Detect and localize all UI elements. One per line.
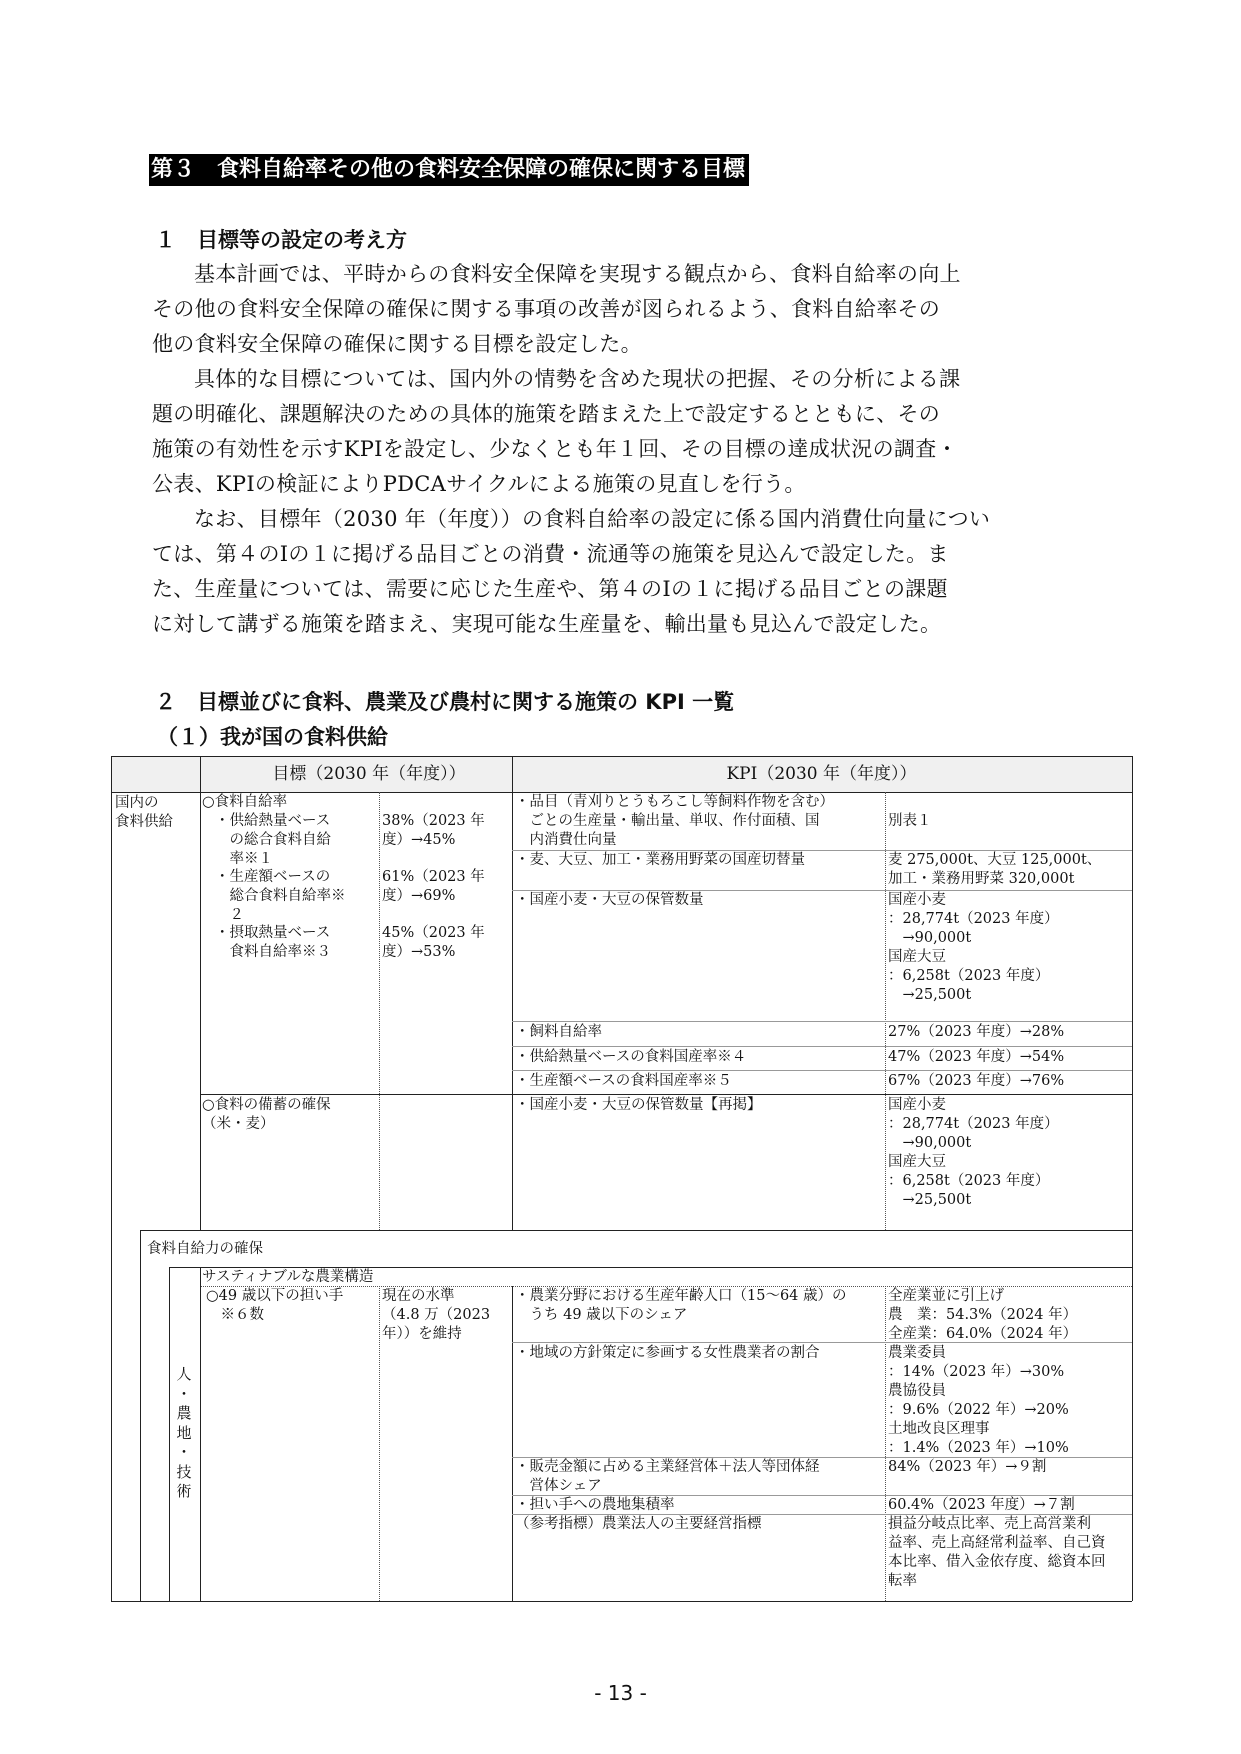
target-cell: 麦 275,000t、大豆 125,000t、 加工・業務用野菜 320,000t bbox=[888, 852, 1102, 887]
row-line bbox=[512, 1046, 1132, 1047]
section1-body bbox=[152, 257, 1103, 642]
goal-item-3: ・摂取熱量ベース 食料自給率※３ bbox=[215, 925, 331, 960]
kpi-cell: ・国産小麦・大豆の保管数量【再掲】 bbox=[515, 1097, 762, 1113]
target-cell: 67%（2023 年度）→76% bbox=[888, 1073, 1065, 1089]
target-cell: 全産業並に引上げ 農 業：54.3%（2024 年） 全産業：64.0%（2024 年） bbox=[888, 1288, 1078, 1342]
kpi-cell: （参考指標）農業法人の主要経営指標 bbox=[515, 1516, 762, 1532]
kpi-cell: ・地域の方針策定に参画する女性農業者の割合 bbox=[515, 1345, 820, 1361]
row-line bbox=[512, 1021, 1132, 1022]
goal-stockpile: ○食料の備蓄の確保 （米・麦） bbox=[202, 1097, 331, 1132]
row-line bbox=[512, 1070, 1132, 1071]
text-line: 具体的な目標については、国内外の情勢を含めた現状の把握、その分析による課 bbox=[194, 367, 961, 391]
header-goal: 目標（2030 年（年度）） bbox=[272, 764, 466, 784]
col-line bbox=[200, 1267, 201, 1601]
target-cell: 損益分岐点比率、売上高営業利 益率、売上高経常利益率、自己資 本比率、借入金依存度、総資本回 転率 bbox=[888, 1516, 1106, 1589]
text-line: ては、第４のⅠの１に掲げる品目ごとの消費・流通等の施策を見込んで設定した。ま bbox=[152, 542, 949, 566]
target-cell: 農業委員 ：14%（2023 年）→30% 農協役員 ：9.6%（2022 年）→20% 土地改良区理事 ：1.4%（2023 年）→10% bbox=[888, 1345, 1069, 1456]
kpi-cell: ・国産小麦・大豆の保管数量 bbox=[515, 892, 704, 908]
goal-self-sufficiency: ○食料自給率 bbox=[202, 794, 288, 810]
target-cell: 84%（2023 年）→９割 bbox=[888, 1459, 1047, 1475]
chapter-title: 第３ 食料自給率その他の食料安全保障の確保に関する目標 bbox=[149, 154, 749, 186]
vertical-label: 人 ・ 農 地 ・ 技 術 bbox=[176, 1365, 192, 1500]
goal-workers-value: 現在の水準 （4.8 万（2023 年））を維持 bbox=[382, 1288, 491, 1342]
section1-heading: １ 目標等の設定の考え方 bbox=[155, 228, 407, 252]
col-line bbox=[512, 756, 513, 1230]
paragraph-3 bbox=[152, 502, 1103, 642]
row-line bbox=[140, 1230, 1132, 1231]
paragraph-1 bbox=[152, 257, 1103, 362]
kpi-cell: ・供給熱量ベースの食料国産率※４ bbox=[515, 1049, 747, 1065]
goal-item-1: ・供給熱量ベース の総合食料自給 率※１ bbox=[215, 813, 331, 867]
kpi-cell: ・飼料自給率 bbox=[515, 1024, 602, 1040]
row-line bbox=[200, 1094, 1132, 1095]
text-line: 題の明確化、課題解決のための具体的施策を踏まえた上で設定するとともに、その bbox=[152, 402, 941, 426]
text-line: に対して講ずる施策を踏まえ、実現可能な生産量を、輸出量も見込んで設定した。 bbox=[152, 612, 942, 636]
text-line: その他の食料安全保障の確保に関する事項の改善が図られるよう、食料自給率その bbox=[152, 297, 941, 321]
col-line bbox=[140, 1230, 141, 1601]
goal-value-3: 45%（2023 年 度）→53% bbox=[382, 925, 485, 960]
col-line bbox=[885, 1286, 886, 1601]
kpi-cell: ・品目（青刈りとうもろこし等飼料作物を含む） ごとの生産量・輸出量、単収、作付面積、国 内消費仕向量 bbox=[515, 794, 834, 848]
sustainable-label: サスティナブルな農業構造 bbox=[202, 1269, 374, 1285]
food-power-label: 食料自給力の確保 bbox=[147, 1241, 263, 1257]
target-cell: 47%（2023 年度）→54% bbox=[888, 1049, 1065, 1065]
kpi-cell: ・販売金額に占める主業経営体＋法人等団体経 営体シェア bbox=[515, 1459, 820, 1494]
table-border-bottom bbox=[111, 1601, 1132, 1602]
kpi-cell: ・担い手への農地集積率 bbox=[515, 1497, 675, 1513]
goal-workers: ○49 歳以下の担い手 ※６数 bbox=[206, 1288, 344, 1323]
section2-heading: ２ 目標並びに食料、農業及び農村に関する施策の KPI 一覧 bbox=[155, 690, 735, 714]
header-kpi: KPI（2030 年（年度）） bbox=[726, 764, 917, 784]
text-line: 施策の有効性を示すKPIを設定し、少なくとも年１回、その目標の達成状況の調査・ bbox=[152, 437, 958, 461]
paragraph-2 bbox=[152, 362, 1103, 502]
kpi-cell: ・生産額ベースの食料国産率※５ bbox=[515, 1073, 732, 1089]
category-domestic: 国内の 食料供給 bbox=[115, 795, 173, 830]
kpi-cell: ・麦、大豆、加工・業務用野菜の国産切替量 bbox=[515, 852, 805, 868]
kpi-cell: ・農業分野における生産年齢人口（15～64 歳）の うち 49 歳以下のシェア bbox=[515, 1288, 847, 1323]
text-line: た、生産量については、需要に応じた生産や、第４のⅠの１に掲げる品目ごとの課題 bbox=[152, 577, 948, 601]
table-border-left bbox=[111, 756, 112, 1601]
col-line bbox=[379, 792, 380, 1230]
text-line: 他の食料安全保障の確保に関する目標を設定した。 bbox=[152, 332, 642, 356]
col-line bbox=[200, 756, 201, 1230]
col-line bbox=[379, 1286, 380, 1601]
page-number: - 13 - bbox=[594, 1681, 647, 1705]
target-cell: 27%（2023 年度）→28% bbox=[888, 1024, 1065, 1040]
target-cell: 60.4%（2023 年度）→７割 bbox=[888, 1497, 1075, 1513]
text-line: 基本計画では、平時からの食料安全保障を実現する観点から、食料自給率の向上 bbox=[194, 262, 961, 286]
col-line bbox=[169, 1267, 170, 1601]
text-line: 公表、KPIの検証によりPDCAサイクルによる施策の見直しを行う。 bbox=[152, 472, 806, 496]
col-line bbox=[512, 1286, 513, 1601]
target-cell: 国産小麦 ：28,774t（2023 年度） →90,000t 国産大豆 ：6,258t（2023 年度） →25,500t bbox=[888, 1097, 1059, 1208]
goal-value-1: 38%（2023 年 度）→45% bbox=[382, 813, 485, 848]
target-cell: 国産小麦 ：28,774t（2023 年度） →90,000t 国産大豆 ：6,258t（2023 年度） →25,500t bbox=[888, 892, 1059, 1003]
table-border-right bbox=[1132, 756, 1133, 1601]
goal-value-2: 61%（2023 年 度）→69% bbox=[382, 869, 485, 904]
kpi-table bbox=[111, 756, 1132, 1601]
section2-subheading: （１）我が国の食料供給 bbox=[157, 725, 388, 749]
target-cell: 別表１ bbox=[888, 813, 932, 829]
text-line: なお、目標年（2030 年（年度））の食料自給率の設定に係る国内消費仕向量につい bbox=[194, 507, 991, 531]
col-line bbox=[885, 792, 886, 1230]
goal-item-2: ・生産額ベースの 総合食料自給率※ ２ bbox=[215, 869, 346, 923]
table-border-top bbox=[111, 756, 1132, 757]
